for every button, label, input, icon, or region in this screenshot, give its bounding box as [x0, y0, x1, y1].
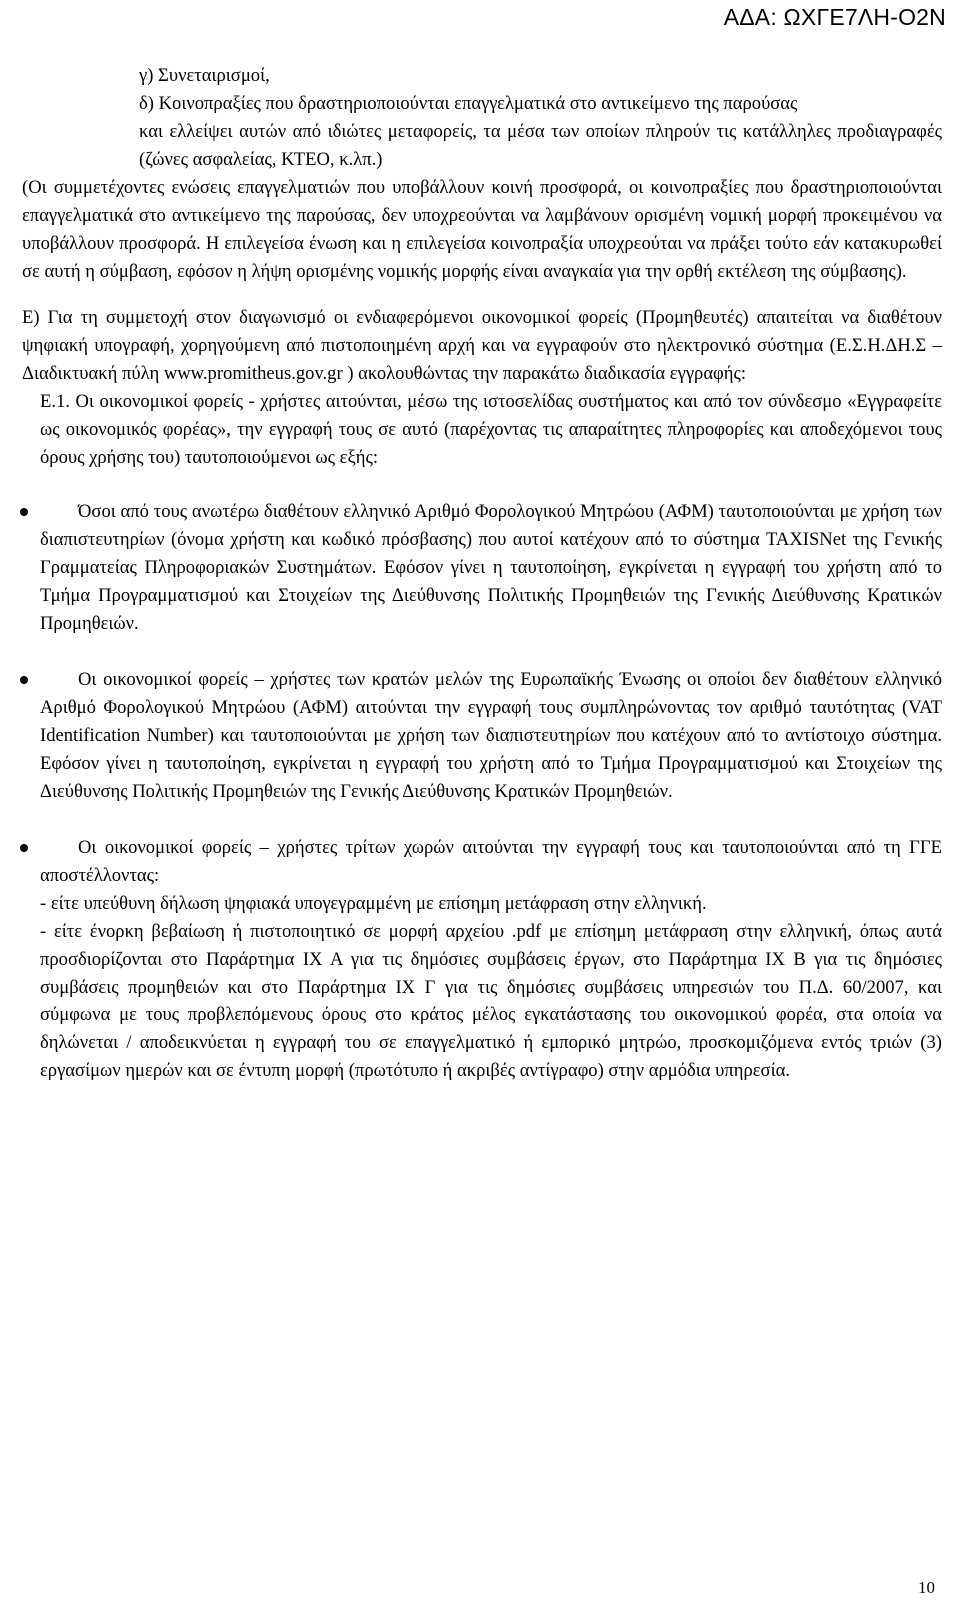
document-body	[22, 62, 942, 1085]
dash-item-solemn-declaration: - είτε υπεύθυνη δήλωση ψηφιακά υπογεγραμμένη με επίσημη μετάφραση στην ελληνική.	[40, 893, 707, 914]
bullet-icon	[20, 508, 28, 516]
bullet-text: Όσοι από τους ανωτέρω διαθέτουν ελληνικό Αριθμό Φορολογικού Μητρώου (ΑΦΜ) ταυτοποιούνται με χρήση των διαπιστευτηρίων (όνομα χρήστη και κωδικό πρόσβασης) που αυτοί κατέχουν από το σύστημα TAXISNet της Γενικής Γραμματείας Πληροφοριακών Συστημάτων. Εφόσον γίνει η ταυτοποίηση, εγκρίνεται η εγγραφή του χρήστη από το Τμήμα Προγραμματισμού και Στοιχείων της Διεύθυνσης Πολιτικής Προμηθειών της Γενικής Διεύθυνσης Κρατικών Προμηθειών.	[40, 501, 942, 634]
list-item-gamma: γ) Συνεταιρισμοί,	[139, 65, 270, 86]
page-number: 10	[918, 1578, 935, 1597]
section-e1-paragraph: Ε.1. Οι οικονομικοί φορείς - χρήστες αιτούνται, μέσω της ιστοσελίδας συστήματος και από τον σύνδεσμο «Εγγραφείτε ως οικονομικός φορέας», την εγγραφή τους σε αυτό (παρέχοντας τις απαραίτητες πληροφορίες και αποδεχόμενοι τους όρους χρήσης του) ταυτοποιούμενοι ως εξής:	[40, 391, 942, 468]
dash-item-affidavit: - είτε ένορκη βεβαίωση ή πιστοποιητικό σε μορφή αρχείου .pdf με επίσημη μετάφραση στην ελληνική, όπως αυτά προσδιορίζονται στο Παράρτημα ΙΧ Α για τις δημόσιες συμβάσεις έργων, στο Παράρτημα ΙΧ Β για τις δημόσιες συμβάσεις προμηθειών και στο Παράρτημα ΙΧ Γ για τις δημόσιες συμβάσεις υπηρεσιών του Π.Δ. 60/2007, και σύμφωνα με τους προβλεπόμενους όρους στο κράτος μέλος εγκατάστασης του οικονομικού φορέα, στα οποία να δηλώνεται / αποδεικνύεται η εγγραφή του σε επαγγελματικό ή εμπορικό μητρώο, προσκομιζόμενα εντός τριών (3) εργασίμων ημερών και σε έντυπη μορφή (πρωτότυπο ή ακριβές αντίγραφο) στην αρμόδια υπηρεσία.	[40, 921, 942, 1081]
joint-bids-note: (Οι συμμετέχοντες ενώσεις επαγγελματιών που υποβάλλουν κοινή προσφορά, οι κοινοπραξίες που δραστηριοποιούνται επαγγελματικά στο αντικείμενο της παρούσας, δεν υποχρεούνται να λαμβάνουν ορισμένη νομική μορφή προκειμένου να υποβάλλουν προσφορά. Η επιλεγείσα ένωση και η επιλεγείσα κοινοπραξία υποχρεούται να πράξει τούτο εάν κατακυρωθεί σε αυτή η σύμβαση, εφόσον η λήψη ορισμένης νομικής μορφής είναι αναγκαία για την ορθή εκτέλεση της σύμβασης).	[22, 177, 942, 282]
section-e-paragraph: Ε) Για τη συμμετοχή στον διαγωνισμό οι ενδιαφερόμενοι οικονομικοί φορείς (Προμηθευτές) απαιτείται να διαθέτουν ψηφιακή υπογραφή, χορηγούμενη από πιστοποιημένη αρχή και να εγγραφούν στο ηλεκτρονικό σύστημα (Ε.Σ.Η.ΔΗ.Σ – Διαδικτυακή πύλη www.promitheus.gov.gr ) ακολουθώντας την παρακάτω διαδικασία εγγραφής:	[22, 307, 942, 384]
bullet-icon	[20, 676, 28, 684]
document-code: ΑΔΑ: ΩΧΓΕ7ΛΗ-Ο2Ν	[723, 4, 946, 30]
bullet-item-greek-afm	[22, 498, 942, 638]
list-item-delta: δ) Κοινοπραξίες που δραστηριοποιούνται επαγγελματικά στο αντικείμενο της παρούσας	[139, 93, 798, 114]
bullet-text: Οι οικονομικοί φορείς – χρήστες των κρατών μελών της Ευρωπαϊκής Ένωσης οι οποίοι δεν διαθέτουν ελληνικό Αριθμό Φορολογικού Μητρώου (ΑΦΜ) αιτούνται την εγγραφή τους συμπληρώνοντας τον αριθμό ταυτότητας (VAT Identification Number) και ταυτοποιούνται με χρήση των διαπιστευτηρίων που κατέχουν από το αντίστοιχο σύστημα. Εφόσον γίνει η ταυτοποίηση, εγκρίνεται η εγγραφή του χρήστη από το Τμήμα Προγραμματισμού και Στοιχείων της Διεύθυνσης Πολιτικής Προμηθειών της Γενικής Διεύθυνσης Κρατικών Προμηθειών.	[40, 669, 942, 802]
list-item-delta-continuation: και ελλείψει αυτών από ιδιώτες μεταφορείς, τα μέσα των οποίων πληρούν τις κατάλληλες προδιαγραφές (ζώνες ασφαλείας, ΚΤΕΟ, κ.λπ.)	[139, 121, 942, 170]
bullet-text: Οι οικονομικοί φορείς – χρήστες τρίτων χωρών αιτούνται την εγγραφή τους και ταυτοποιούνται από τη ΓΓΕ αποστέλλοντας:	[40, 837, 942, 886]
bullet-item-eu-entities	[22, 666, 942, 806]
bullet-item-third-countries	[22, 834, 942, 890]
bullet-icon	[20, 844, 28, 852]
